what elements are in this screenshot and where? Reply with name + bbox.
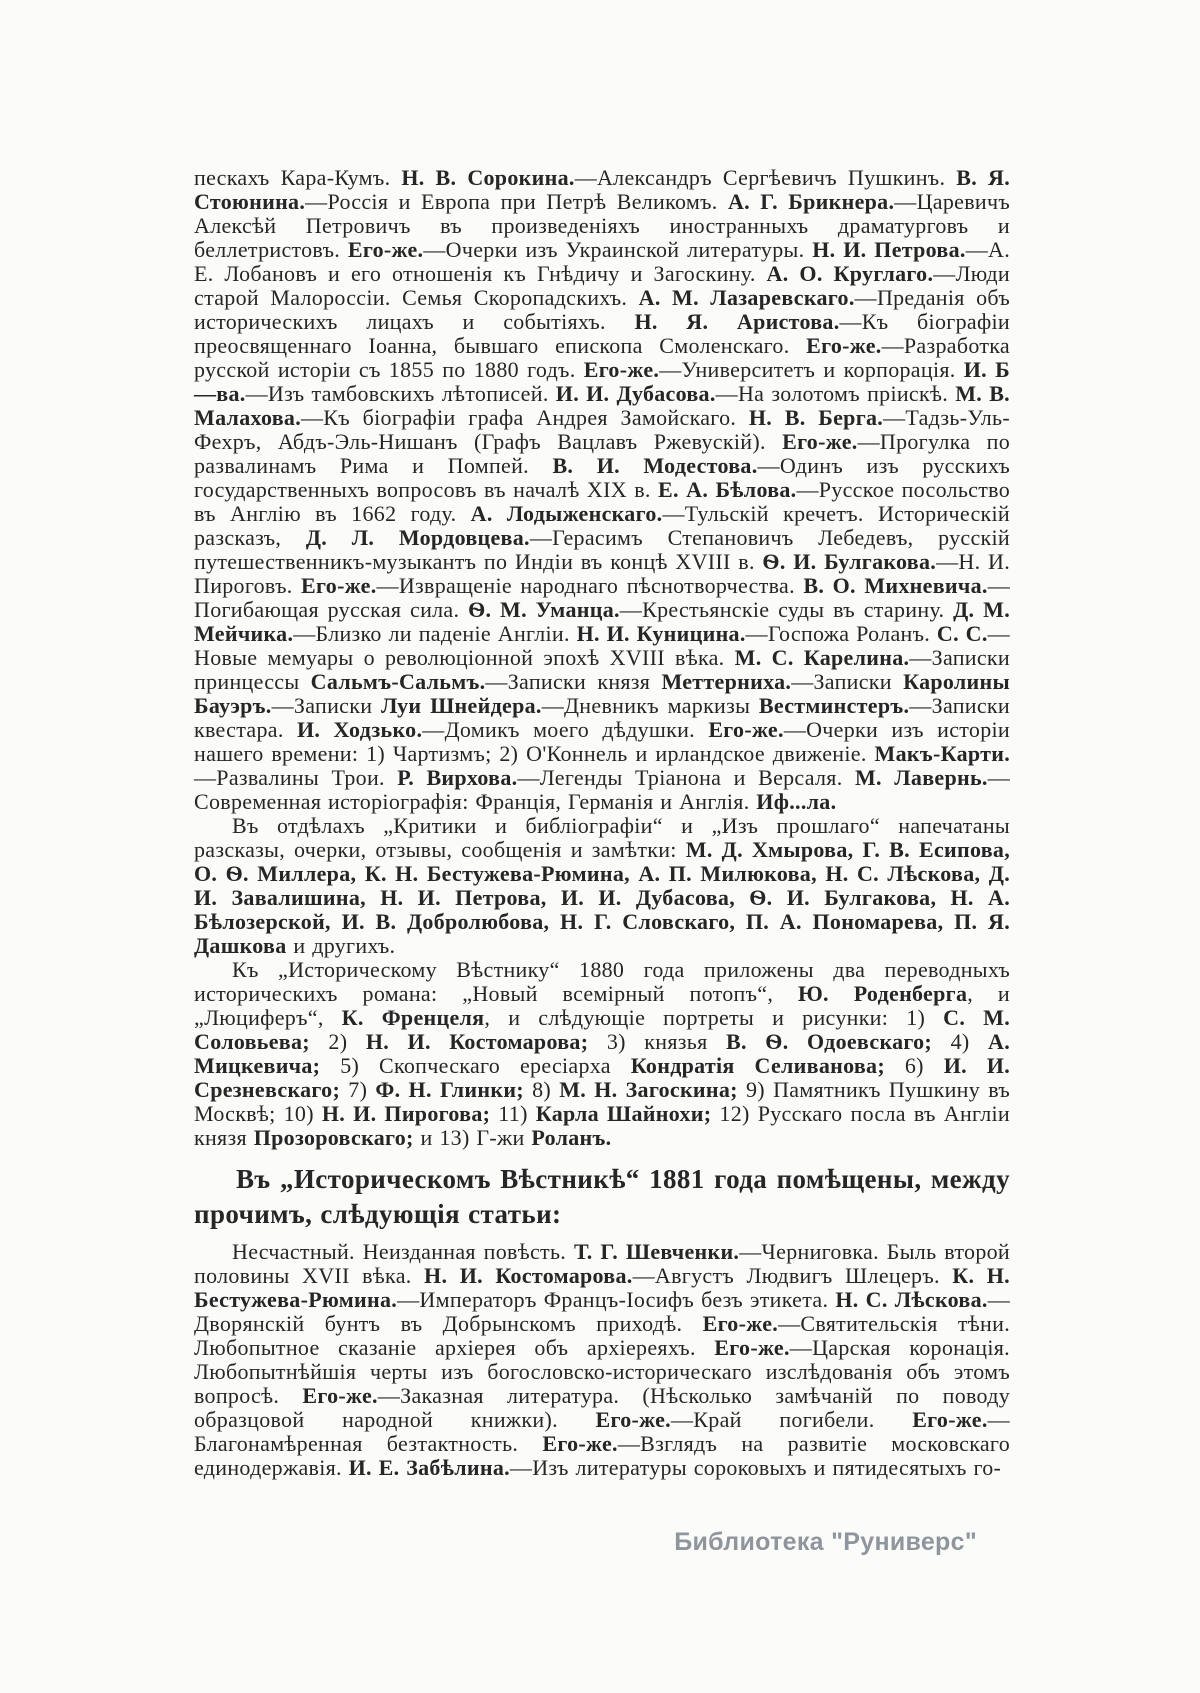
bold-text-run: К. Н. Бестужева-Рюмина. [194, 1263, 1010, 1312]
text-run: 6) [884, 1053, 944, 1078]
bold-text-run: Его-же. [301, 573, 377, 598]
bold-text-run: Вестминстеръ. [758, 693, 910, 718]
bold-text-run: Ѳ. М. Уманца. [468, 597, 620, 622]
bold-text-run: А. О. Круглаго. [766, 261, 934, 286]
text-run: —Очерки изъ Украинской литературы. [423, 237, 813, 262]
text-run: —Н. И. Пироговъ. [194, 549, 1010, 598]
text-run: Въ отдѣлахъ „Критики и библіографіи“ и „Изъ прошлаго“ напечатаны разсказы, очерки, отзывы, сообщенія и замѣтки: [194, 813, 1010, 862]
bold-text-run: Сальмъ-Сальмъ. [310, 669, 486, 694]
paragraph-supplements-1880 [194, 958, 1010, 1150]
text-run: —Дневникъ маркизы [541, 693, 759, 718]
bold-text-run: А. М. Лазаревскаго. [638, 285, 855, 310]
bold-text-run: Его-же. [708, 717, 784, 742]
bold-text-run: Н. И. Костомарова. [424, 1263, 633, 1288]
text-run: —Люди старой Малороссіи. Семья Скоропадскихъ. [194, 261, 1010, 310]
bold-text-run: В. Ѳ. Одоевскаго; [726, 1029, 933, 1054]
bold-text-run: Его-же. [583, 357, 660, 382]
text-run: и 13) Г-жи [413, 1125, 532, 1150]
bold-text-run: М. В. Малахова. [194, 381, 1010, 430]
bold-text-run: Кондратія Селиванова; [630, 1053, 885, 1078]
bold-text-run: М. Лавернь. [854, 765, 988, 790]
text-run: —Близко ли паденіе Англіи. [293, 621, 577, 646]
bold-text-run: Д. Л. Мордовцева. [305, 525, 530, 550]
text-run: —Заказная литература. (Нѣсколько замѣчаній по поводу образцовой народной книжки). [194, 1383, 1010, 1432]
text-run: —Къ біографіи преосвященнаго Іоанна, бывшаго епископа Смоленскаго. [194, 309, 1010, 358]
bold-text-run: Е. А. Бѣлова. [658, 477, 797, 502]
paragraph-articles-1881 [194, 1240, 1010, 1480]
text-run: —Записки принцессы [194, 645, 1010, 694]
bold-text-run: В. И. Модестова. [552, 453, 758, 478]
text-run: —Герасимъ Степановичъ Лебедевъ, русскій путешественникъ-музыкантъ по Индіи въ концѣ XVIII в. [194, 525, 1010, 574]
bold-text-run: Н. И. Куницина. [576, 621, 746, 646]
bold-text-run: А. Лодыженскаго. [470, 501, 663, 526]
bold-text-run: Н. В. Берга. [748, 405, 884, 430]
text-run: 12) Русскаго посла въ Англіи князя [194, 1101, 1010, 1150]
text-run: , и слѣдующіе портреты и рисунки: 1) [484, 1005, 944, 1030]
text-run: —Александръ Сергѣевичъ Пушкинъ. [574, 165, 957, 190]
bold-text-run: Н. Я. Аристова. [634, 309, 840, 334]
bold-text-run: Прозоровскаго; [253, 1125, 414, 1150]
bold-text-run: Макъ-Карти. [874, 741, 1010, 766]
text-block [194, 166, 1010, 1480]
text-run: 11) [490, 1101, 536, 1126]
bold-text-run: И. И. Дубасова. [555, 381, 716, 406]
text-run: —Благонамѣренная безтактность. [194, 1407, 1010, 1456]
text-run: —Край погибели. [671, 1407, 913, 1432]
text-run: 9) Памятникъ Пушкину въ Москвѣ; 10) [194, 1077, 1011, 1126]
text-run: —Домикъ моего дѣдушки. [422, 717, 709, 742]
bold-text-run: Его-же. [912, 1407, 988, 1432]
bold-text-run: Ю. Роденберга [797, 981, 968, 1006]
bold-text-run: И. И. Срезневскаго; [194, 1053, 1011, 1102]
bold-text-run: Н. С. Лѣскова. [835, 1287, 988, 1312]
text-run: —Тульскій кречетъ. Историческій разсказъ, [194, 501, 1011, 550]
text-run: 7) [340, 1077, 376, 1102]
bold-text-run: Н. И. Костомарова; [365, 1029, 589, 1054]
bold-text-run: Ѳ. И. Булгакова. [762, 549, 937, 574]
text-run: —Святительскія тѣни. Любопытное сказаніе архіерея объ архіереяхъ. [194, 1311, 1010, 1360]
bold-text-run: Н. И. Пирогова; [321, 1101, 491, 1126]
text-run: —Царевичъ Алексѣй Петровичъ въ произведеніяхъ иностранныхъ драматурговъ и беллетристовъ. [194, 189, 1010, 262]
text-run: 4) [932, 1029, 989, 1054]
bold-text-run: Его-же. [302, 1383, 378, 1408]
bold-text-run: Его-же. [595, 1407, 671, 1432]
text-run: —Новые мемуары о революціонной эпохѣ XVIII вѣка. [194, 621, 1010, 670]
text-run: Къ „Историческому Вѣстнику“ 1880 года приложены два переводныхъ историческихъ романа: „Новый всемірный потопъ“, [194, 957, 1010, 1006]
bold-text-run: Н. В. Сорокина. [401, 165, 575, 190]
bold-text-run: Его-же. [542, 1431, 618, 1456]
bold-text-run: Его-же. [806, 333, 882, 358]
text-run: пескахъ Кара-Кумъ. [194, 165, 402, 190]
bold-text-run: Н. И. Петрова. [812, 237, 966, 262]
text-run: —Очерки изъ исторіи нашего времени: 1) Чартизмъ; 2) О'Коннель и ирландское движеніе. [194, 717, 1010, 766]
bold-text-run: И. Ходзько. [296, 717, 423, 742]
bold-text-run: С. С. [936, 621, 988, 646]
bold-text-run: В. Я. Стоюнина. [194, 165, 1011, 214]
text-run: 2) [309, 1029, 366, 1054]
bold-text-run: В. О. Михневича. [803, 573, 988, 598]
paragraph-articles-1880-continued [194, 166, 1010, 814]
bold-text-run: Его-же. [702, 1311, 779, 1336]
bold-text-run: И. Б—ва. [194, 357, 1010, 406]
bold-text-run: М. Н. Загоскина; [559, 1077, 738, 1102]
text-run: —Взглядъ на развитіе московскаго единодержавія. [194, 1431, 1010, 1480]
text-run: —Изъ литературы сороковыхъ и пятидесятыхъ го- [509, 1455, 1002, 1480]
text-run: —Преданія объ историческихъ лицахъ и событіяхъ. [194, 285, 1010, 334]
text-run: —Госпожа Роланъ. [745, 621, 937, 646]
text-run: —Къ біографіи графа Андрея Замойскаго. [301, 405, 749, 430]
text-run: —Императоръ Францъ-Іосифъ безъ этикета. [397, 1287, 836, 1312]
library-watermark: Библиотека "Руниверс" [674, 1528, 977, 1556]
text-run: Несчастный. Неизданная повѣсть. [232, 1239, 574, 1264]
bold-text-run: Въ „Историческомъ Вѣстникѣ“ 1881 года помѣщены, между прочимъ, слѣдующія статьи: [194, 1164, 1010, 1229]
bold-text-run: Т. Г. Шевченки. [573, 1239, 740, 1264]
text-run: —Одинъ изъ русскихъ государственныхъ вопросовъ въ началѣ XIX в. [194, 453, 1010, 502]
text-run: —Легенды Тріанона и Версаля. [517, 765, 855, 790]
text-run: —Развалины Трои. [194, 765, 398, 790]
bold-text-run: Его-же. [782, 429, 858, 454]
bold-text-run: Иф...ла. [756, 789, 837, 814]
text-run: —Августъ Людвигъ Шлецеръ. [632, 1263, 953, 1288]
text-run: —Крестьянскіе суды въ старину. [619, 597, 954, 622]
paragraph-criticism-bibliography [194, 814, 1010, 958]
text-run: 8) [523, 1077, 560, 1102]
text-run: —На золотомъ пріискѣ. [715, 381, 956, 406]
text-run: 3) князья [588, 1029, 727, 1054]
text-run: —Разработка русской исторіи съ 1855 по 1880 годъ. [194, 333, 1010, 382]
text-run: —Черниговка. Быль второй половины XVII вѣка. [194, 1239, 1011, 1288]
bold-text-run: Его-же. [347, 237, 424, 262]
text-run: —Университетъ и корпорація. [659, 357, 964, 382]
bold-text-run: Карла Шайнохи; [535, 1101, 712, 1126]
text-run: —Русское посольство въ Англію въ 1662 году. [194, 477, 1011, 526]
text-run: —Записки князя [485, 669, 662, 694]
text-run: —Современная исторіографія: Франція, Германія и Англія. [194, 765, 1011, 814]
text-run: —Царская коронація. Любопытнѣйшія черты изъ богословско-историческаго изслѣдованія объ этомъ вопросѣ. [194, 1335, 1010, 1408]
text-run: —А. Е. Лобановъ и его отношенія къ Гнѣдичу и Загоскину. [194, 237, 1010, 286]
text-run: , и „Люциферъ“, [194, 981, 1010, 1030]
section-heading-1881 [194, 1162, 1010, 1232]
bold-text-run: Ф. Н. Глинки; [375, 1077, 524, 1102]
text-run: —Россія и Европа при Петрѣ Великомъ. [305, 189, 728, 214]
bold-text-run: Каролины Бауэръ. [194, 669, 1010, 718]
text-run: —Извращеніе народнаго пѣснотворчества. [376, 573, 804, 598]
bold-text-run: Роланъ. [531, 1125, 612, 1150]
bold-text-run: А. Мицкевича; [194, 1029, 1011, 1078]
text-run: —Дворянскій бунтъ въ Добрынскомъ приходѣ. [194, 1287, 1010, 1336]
text-run: —Записки [271, 693, 381, 718]
bold-text-run: Луи Шнейдера. [380, 693, 542, 718]
text-run: —Тадзь-Уль-Фехръ, Абдъ-Эль-Нишанъ (Графъ Вацлавъ Ржевускій). [194, 405, 1011, 454]
text-run: —Записки [791, 669, 904, 694]
bold-text-run: С. М. Соловьева; [194, 1005, 1011, 1054]
bold-text-run: Д. М. Мейчика. [194, 597, 1010, 646]
bold-text-run: К. Френцеля [341, 1005, 485, 1030]
text-run: —Прогулка по развалинамъ Рима и Помпей. [194, 429, 1010, 478]
text-run: 5) Скопческаго ересіарха [320, 1053, 631, 1078]
bold-text-run: Р. Вирхова. [397, 765, 518, 790]
bold-text-run: Меттерниха. [661, 669, 792, 694]
text-run: —Записки квестара. [194, 693, 1010, 742]
bold-text-run: И. Е. Забѣлина. [348, 1455, 510, 1480]
bold-text-run: М. С. Карелина. [734, 645, 910, 670]
text-run: —Изъ тамбовскихъ лѣтописей. [245, 381, 556, 406]
bold-text-run: М. Д. Хмырова, Г. В. Есипова, О. Ѳ. Миллера, К. Н. Бестужева-Рюмина, А. П. Милюкова, Н. С. Лѣскова, Д. И. Завалишина, Н. И. Петрова, И. И. Дубасова, Ѳ. И. Булгакова, Н. А. Бѣлозерской, И. В. Добролюбова, Н. Г. Словскаго, П. А. Пономарева, П. Я. Дашкова [194, 837, 1010, 958]
text-run: —Погибающая русская сила. [194, 573, 1010, 622]
bold-text-run: Его-же. [714, 1335, 790, 1360]
text-run: и другихъ. [286, 933, 396, 958]
bold-text-run: А. Г. Брикнера. [727, 189, 895, 214]
